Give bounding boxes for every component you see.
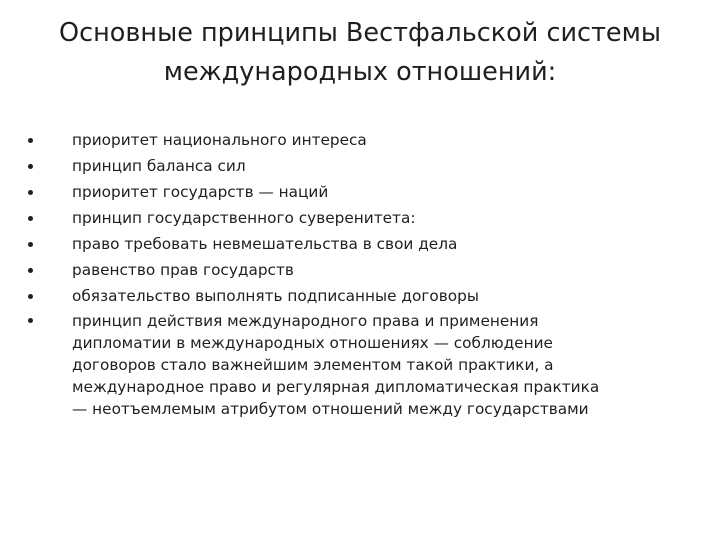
bullet-text-line: договоров стало важнейшим элементом такой практики, а xyxy=(72,356,554,374)
bullet-text-line: международное право и регулярная дипломатическая практика xyxy=(72,378,600,396)
bullet-item xyxy=(28,283,688,309)
bullet-item xyxy=(28,257,688,283)
bullet-dot-icon xyxy=(28,216,33,221)
bullet-list xyxy=(28,127,688,420)
bullet-dot-icon xyxy=(28,294,33,299)
bullet-text: приоритет государств — наций xyxy=(72,183,329,201)
bullet-text: обязательство выполнять подписанные договоры xyxy=(72,287,479,305)
slide-title xyxy=(40,14,680,92)
bullet-text-line: дипломатии в международных отношениях — соблюдение xyxy=(72,334,553,352)
bullet-text-line: принцип действия международного права и применения xyxy=(72,312,539,330)
bullet-item xyxy=(28,127,688,153)
bullet-dot-icon xyxy=(28,242,33,247)
bullet-item xyxy=(28,231,688,257)
bullet-dot-icon xyxy=(28,138,33,143)
bullet-item xyxy=(28,205,688,231)
bullet-text: равенство прав государств xyxy=(72,261,294,279)
bullet-text: принцип баланса сил xyxy=(72,157,246,175)
bullet-text-line: — неотъемлемым атрибутом отношений между государствами xyxy=(72,400,589,418)
bullet-item xyxy=(28,179,688,205)
bullet-dot-icon xyxy=(28,190,33,195)
bullet-dot-icon xyxy=(28,268,33,273)
bullet-text xyxy=(72,310,688,420)
bullet-text: право требовать невмешательства в свои дела xyxy=(72,235,458,253)
slide-title-line: Основные принципы Вестфальской системы xyxy=(59,18,661,48)
bullet-dot-icon xyxy=(28,164,33,169)
bullet-item xyxy=(28,153,688,179)
bullet-dot-icon xyxy=(28,318,33,323)
slide-title-line: международных отношений: xyxy=(163,57,557,87)
bullet-text: приоритет национального интереса xyxy=(72,131,367,149)
bullet-text: принцип государственного суверенитета: xyxy=(72,209,416,227)
bullet-item xyxy=(28,309,688,420)
